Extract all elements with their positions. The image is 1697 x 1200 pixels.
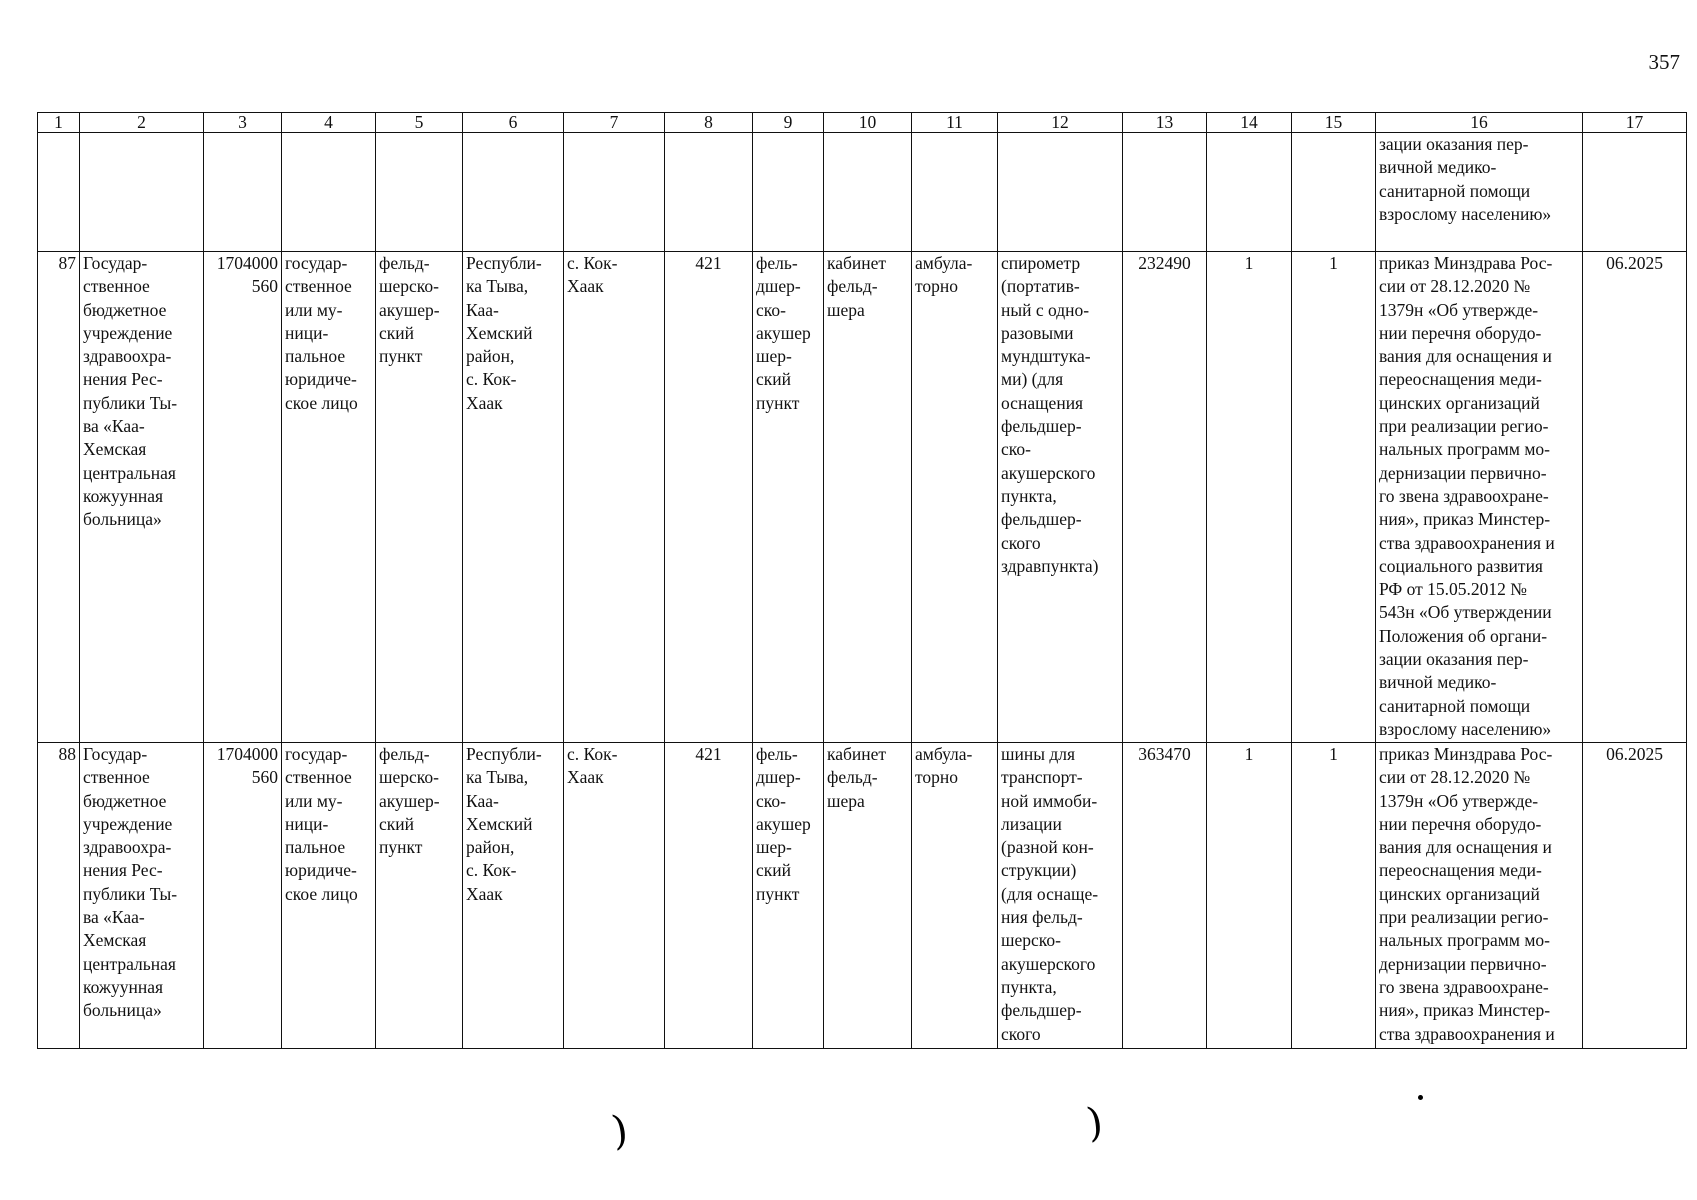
cell-empty [998,133,1123,252]
column-header: 11 [912,113,998,133]
cell-legal-basis: зации оказания пер- вичной медико- санитарной помощи взрослому населению» [1376,133,1583,252]
cell-empty [824,133,912,252]
table-header-row [38,113,1687,133]
column-header: 6 [463,113,564,133]
cell-care-mode: амбула- торно [912,743,998,1049]
column-header: 16 [1376,113,1583,133]
cell-empty [753,133,824,252]
column-header: 8 [665,113,753,133]
column-header: 17 [1583,113,1687,133]
cell-address: Республи- ка Тыва, Каа- Хемский район, с. Кок- Хаак [463,252,564,743]
cell-quantity-2: 1 [1292,252,1376,743]
column-header: 10 [824,113,912,133]
cell-organization: Государ- ственное бюджетное учреждение здравоохра- нения Рес- публики Ты- ва «Каа- Хемская центральная кожуунная больница» [80,252,204,743]
page-number: 357 [1648,50,1680,74]
column-header: 3 [204,113,282,133]
ink-dot [1418,1095,1423,1100]
column-header: 12 [998,113,1123,133]
cell-equipment: шины для транспорт- ной иммоби- лизации (разной кон- струкции) (для оснаще- ния фельд- шерско- акушерского пункта, фельдшер- ского [998,743,1123,1049]
cell-row-number: 87 [38,252,80,743]
cell-locality: с. Кок- Хаак [564,252,665,743]
table-row-continuation [38,133,1687,252]
cell-date: 06.2025 [1583,252,1687,743]
cell-address: Республи- ка Тыва, Каа- Хемский район, с. Кок- Хаак [463,743,564,1049]
cell-room: кабинет фельд- шера [824,252,912,743]
cell-price: 363470 [1123,743,1207,1049]
cell-locality: с. Кок- Хаак [564,743,665,1049]
cell-empty [80,133,204,252]
cell-code: 1704000 560 [204,252,282,743]
cell-empty [912,133,998,252]
cell-empty [1292,133,1376,252]
table-row [38,252,1687,743]
cell-quantity: 1 [1207,743,1292,1049]
cell-legal-basis: приказ Минздрава Рос- сии от 28.12.2020 № 1379н «Об утвержде- нии перечня оборудо- вания для оснащения и переоснащения меди- цинских организаций при реализации регио- нальных программ мо- дернизации первично- го звена здравоохране- ния», приказ Минстер- ства здравоохранения и [1376,743,1583,1049]
cell-price: 232490 [1123,252,1207,743]
cell-legal-basis: приказ Минздрава Рос- сии от 28.12.2020 № 1379н «Об утвержде- нии перечня оборудо- вания для оснащения и переоснащения меди- цинских организаций при реализации регио- нальных программ мо- дернизации первично- го звена здравоохране- ния», приказ Минстер- ства здравоохранения и социального развития РФ от 15.05.2012 № 543н «Об утверждении Положения об органи- зации оказания пер- вичной медико- санитарной помощи взрослому населению» [1376,252,1583,743]
cell-room: кабинет фельд- шера [824,743,912,1049]
cell-empty [204,133,282,252]
cell-population: 421 [665,252,753,743]
cell-empty [282,133,376,252]
cell-care-mode: амбула- торно [912,252,998,743]
column-header: 2 [80,113,204,133]
cell-organization: Государ- ственное бюджетное учреждение здравоохра- нения Рес- публики Ты- ва «Каа- Хемская центральная кожуунная больница» [80,743,204,1049]
cell-empty [564,133,665,252]
column-header: 14 [1207,113,1292,133]
pen-mark: ) [1083,1099,1106,1147]
cell-facility-type: фельд- шерско- акушер- ский пункт [376,252,463,743]
cell-empty [463,133,564,252]
table-row [38,743,1687,1049]
cell-quantity-2: 1 [1292,743,1376,1049]
cell-empty [38,133,80,252]
column-header: 9 [753,113,824,133]
equipment-table [37,112,1687,1049]
column-header: 4 [282,113,376,133]
cell-equipment: спирометр (портатив- ный с одно- разовыми мундштука- ми) (для оснащения фельдшер- ско- акушерского пункта, фельдшер- ского здравпункта) [998,252,1123,743]
cell-code: 1704000 560 [204,743,282,1049]
column-header: 15 [1292,113,1376,133]
cell-empty [1583,133,1687,252]
cell-facility-type: фельд- шерско- акушер- ский пункт [376,743,463,1049]
cell-population: 421 [665,743,753,1049]
cell-quantity: 1 [1207,252,1292,743]
pen-mark: ) [608,1107,631,1155]
cell-legal-form: государ- ственное или му- ници- пальное юридиче- ское лицо [282,252,376,743]
cell-empty [1207,133,1292,252]
cell-date: 06.2025 [1583,743,1687,1049]
column-header: 1 [38,113,80,133]
cell-unit: фель- дшер- ско- акушер шер- ский пункт [753,743,824,1049]
cell-row-number: 88 [38,743,80,1049]
column-header: 5 [376,113,463,133]
cell-legal-form: государ- ственное или му- ници- пальное юридиче- ское лицо [282,743,376,1049]
column-header: 13 [1123,113,1207,133]
cell-unit: фель- дшер- ско- акушер шер- ский пункт [753,252,824,743]
cell-empty [665,133,753,252]
cell-empty [1123,133,1207,252]
column-header: 7 [564,113,665,133]
cell-empty [376,133,463,252]
